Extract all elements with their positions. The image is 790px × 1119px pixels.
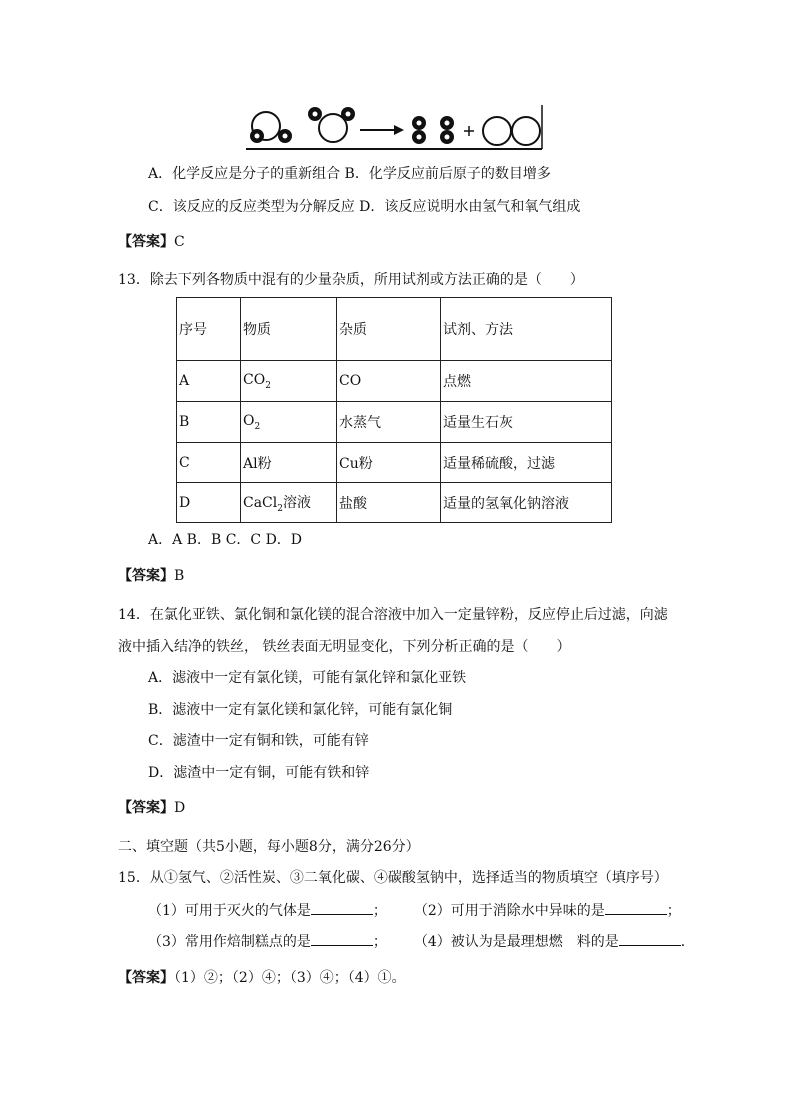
blank-4[interactable] (619, 931, 681, 946)
table-row (177, 361, 612, 402)
q15-stem: 15．从①氢气、②活性炭、③二氧化碳、④碳酸氢钠中，选择适当的物质填空（填序号） (118, 870, 668, 886)
blank-2[interactable] (605, 900, 667, 915)
answer-tag: 【答案】 (118, 800, 174, 816)
row-substance: $O_2$ (241, 402, 337, 443)
row-id: C (177, 443, 241, 483)
q15-line2: （3）常用作焙制糕点的是 ； （4）被认为是最理想燃 料的是 ． (148, 931, 695, 952)
blank-3[interactable] (311, 931, 373, 946)
row-impurity: CO (337, 361, 441, 402)
q14-option-d: D．滤渣中一定有铜，可能有铁和锌 (148, 765, 370, 781)
row-substance: $CO_2$ (241, 361, 337, 402)
row-id: D (177, 483, 241, 523)
row-impurity: Cu粉 (337, 443, 441, 483)
q15-line1: （1）可用于灭火的气体是 ； （2）可用于消除水中异味的是 ； (148, 900, 681, 921)
table-row (177, 483, 612, 523)
answer-value: B (174, 568, 185, 584)
q13-answer (118, 566, 184, 586)
product-hydrogen-1 (412, 116, 426, 144)
row-substance: Al粉 (241, 443, 337, 483)
table-row (177, 402, 612, 443)
section-title: 二、填空题（共5小题，每小题8分，满分26分） (118, 839, 420, 855)
blank-1[interactable] (311, 900, 373, 915)
q12-answer (118, 232, 185, 252)
reaction-arrow (360, 125, 404, 135)
q12-option-cd: C．该反应的反应类型为分解反应 D．该反应说明水由氢气和氧气组成 (148, 199, 581, 215)
product-hydrogen-2 (440, 116, 454, 144)
q13-table (176, 297, 612, 523)
q13-options: A．A B．B C．C D．D (148, 532, 303, 548)
row-method: 适量稀硫酸，过滤 (441, 443, 612, 483)
table-row (177, 443, 612, 483)
q14-stem-line2: 液中插入结净的铁丝， 铁丝表面无明显变化，下列分析正确的是（ ） (118, 639, 571, 655)
product-oxygen (483, 117, 540, 145)
q12-option-ab: A．化学反应是分子的重新组合 B．化学反应前后原子的数目增多 (148, 166, 551, 182)
answer-value: C (174, 234, 185, 250)
answer-tag: 【答案】 (118, 970, 174, 986)
answer-value: D (174, 800, 186, 816)
q14-stem-line1: 14．在氯化亚铁、氯化铜和氯化镁的混合溶液中加入一定量锌粉，反应停止后过滤，向滤 (118, 607, 668, 623)
row-method: 适量生石灰 (441, 402, 612, 443)
reactant-molecule-2 (308, 107, 355, 142)
table-header-row (177, 298, 612, 361)
header-impurity: 杂质 (337, 298, 441, 361)
q15-answer (118, 968, 406, 988)
row-id: A (177, 361, 241, 402)
q14-option-a: A．滤液中一定有氯化镁，可能有氯化锌和氯化亚铁 (148, 670, 467, 686)
q14-option-b: B．滤液中一定有氯化镁和氯化锌，可能有氯化铜 (148, 702, 453, 718)
header-method: 试剂、方法 (441, 298, 612, 361)
answer-tag: 【答案】 (118, 568, 174, 584)
answer-tag: 【答案】 (118, 234, 174, 250)
row-impurity: 盐酸 (337, 483, 441, 523)
q14-answer (118, 798, 185, 818)
row-method: 适量的氢氧化钠溶液 (441, 483, 612, 523)
answer-value: （1）②；（2）④；（3）④；（4）①。 (174, 970, 406, 986)
row-impurity: 水蒸气 (337, 402, 441, 443)
row-substance: CaCl$_2$溶液 (241, 483, 337, 523)
reaction-diagram (244, 103, 544, 151)
header-substance: 物质 (241, 298, 337, 361)
q13-stem: 13．除去下列各物质中混有的少量杂质，所用试剂或方法正确的是（ ） (118, 272, 584, 288)
plus-sign (464, 126, 474, 136)
row-id: B (177, 402, 241, 443)
header-id: 序号 (177, 298, 241, 361)
reactant-molecule-1 (250, 112, 292, 143)
q14-option-c: C．滤渣中一定有铜和铁，可能有锌 (148, 733, 369, 749)
row-method: 点燃 (441, 361, 612, 402)
